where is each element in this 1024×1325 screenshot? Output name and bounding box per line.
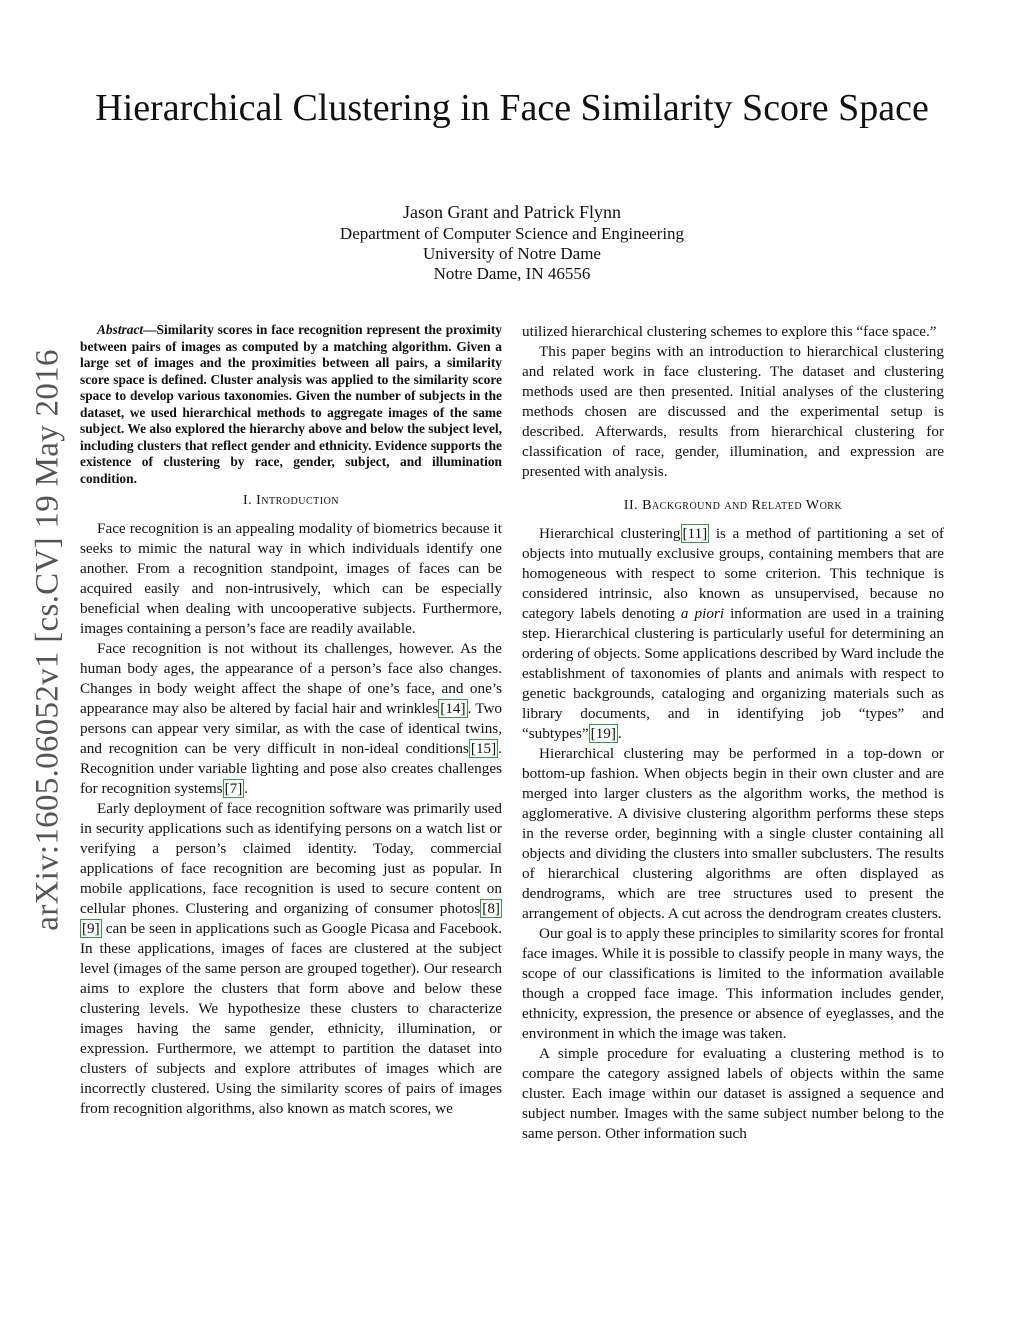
author-department: Department of Computer Science and Engineering (339, 224, 685, 243)
background-paragraph-3: Our goal is to apply these principles to similarity scores for frontal face images. While it is possible to classify people in many ways, the scope of our classifications is limited to the information available though a cropped face image. This information includes gender, ethnicity, expression, the presence or absence of eyeglasses, and the environment in which the image was taken. (522, 925, 944, 1042)
arxiv-watermark: arXiv:1605.06052v1 [cs.CV] 19 May 2016 (29, 349, 66, 931)
intro-paragraph-4: This paper begins with an introduction to hierarchical clustering and related work in face clustering. The dataset and clustering methods used are then presented. Initial analyses of the clustering methods chosen are discussed and the experimental setup is described. Afterwards, results from hierarchical clustering for classification of race, gender, illumination, and expression are presented with analysis. (522, 343, 944, 480)
author-location: Notre Dame, IN 46556 (433, 264, 591, 283)
right-column (522, 322, 944, 1144)
background-paragraph-2: Hierarchical clustering may be performed in a top-down or bottom-up fashion. When objects begin in their own cluster and are merged into larger clusters as the algorithm works, the method is agglomerative. A divisive clustering algorithm performs these steps in the reverse order, beginning with a single cluster containing all objects and dividing the clusters into smaller subclusters. The results of hierarchical clustering algorithms are often displayed as dendrograms, which are tree structures used to present the arrangement of objects. A cut across the dendrogram creates clusters. (522, 745, 944, 922)
text-run: . Two persons can appear very similar, as with the case of identical twins, and recognition can be very difficult in non-ideal conditions (80, 700, 503, 757)
citation-link[interactable]: [19] (590, 725, 616, 742)
italic-term: a piori (680, 605, 725, 622)
background-paragraph-1 (522, 524, 944, 744)
citation-link[interactable]: [15] (470, 740, 497, 757)
text-run: information are used in a training step. Hierarchical clustering is particularly useful for determining an ordering of objects. Some applications described by Ward include the establishment of taxonomies of plants and animals with respect to genetic backgrounds, cataloging and organizing materials such as library documents, and in identifying job “types” and “subtypes” (522, 605, 945, 742)
left-column (80, 322, 502, 1119)
background-paragraph-4: A simple procedure for evaluating a clustering method is to compare the category assigned labels of objects within the same cluster. Each image within our dataset is assigned a sequence and subject number. Images with the same subject number belong to the same person. Other information such (522, 1045, 944, 1142)
paper-title: Hierarchical Clustering in Face Similarity Score Space (95, 87, 929, 129)
text-run: . (244, 780, 249, 797)
text-run: Early deployment of face recognition software was primarily used in security applications such as identifying persons on a watch list or verifying a person’s claimed identity. Today, commercial applications of face recognition are becoming just as popular. In mobile applications, face recognition is used to secure content on cellular phones. Clustering and organizing of consumer photos (80, 800, 502, 917)
intro-paragraph-3 (80, 799, 502, 1119)
text-run: . (617, 725, 622, 742)
section-heading-introduction: I. Introduction (242, 493, 340, 508)
author-names: Jason Grant and Patrick Flynn (403, 202, 621, 222)
abstract-label: Abstract (97, 322, 144, 337)
author-university: University of Notre Dame (423, 244, 601, 263)
citation-link[interactable]: [11] (682, 525, 708, 542)
text-run: Hierarchical clustering (539, 525, 681, 542)
intro-paragraph-continued: utilized hierarchical clustering schemes to explore this “face space.” (522, 323, 937, 340)
citation-link[interactable]: [7] (224, 780, 243, 797)
text-run: Face recognition is not without its challenges, however. As the human body ages, the appearance of a person’s face also changes. Changes in body weight affect the shape of one’s face, and one’s appearance may also be altered by facial hair and wrinkles (80, 640, 502, 717)
intro-paragraph-1: Face recognition is an appealing modality of biometrics because it seeks to mimic the natural way in which individuals identify one another. From a recognition standpoint, images of faces can be acquired easily and non-intrusively, which can be especially beneficial when dealing with uncooperative subjects. Furthermore, images containing a person’s face are readily available. (80, 520, 502, 637)
text-run: can be seen in applications such as Google Picasa and Facebook. In these applications, images of faces are clustered at the subject level (images of the same person are grouped together). Our research aims to explore the clusters that form above and below these clustering levels. We hypothesize these clusters to characterize images having the same gender, ethnicity, illumination, or expression. Furthermore, we attempt to partition the dataset into clusters of subjects and explore attributes of images which are incorrectly clustered. Using the similarity scores of pairs of images from recognition algorithms, also known as match scores, we (80, 920, 502, 1117)
citation-link[interactable]: [14] (440, 700, 466, 717)
citation-link[interactable]: [8] (482, 900, 500, 917)
section-heading-background: II. Background and Related Work (623, 498, 843, 513)
intro-paragraph-2 (80, 639, 502, 799)
citation-link[interactable]: [9] (82, 920, 100, 937)
text-run: is a method of partitioning a set of objects into mutually exclusive groups, containing members that are homogeneous with respect to some criterion. This technique is considered intrinsic, also known as unsupervised, because no category labels denoting (522, 525, 944, 622)
text-run: . Recognition under variable lighting and pose also creates challenges for recognition systems (80, 740, 502, 797)
author-block (200, 202, 824, 284)
abstract-text: —Similarity scores in face recognition represent the proximity between pairs of images as computed by a matching algorithm. Given a large set of images and the proximities between all pairs, a similarity score space is defined. Cluster analysis was applied to the similarity score space to develop various taxonomies. Given the number of subjects in the dataset, we used hierarchical methods to aggregate images of the same subject. We also explored the hierarchy above and below the subject level, including clusters that reflect gender and ethnicity. Evidence supports the existence of clustering by race, gender, subject, and illumination condition. (80, 322, 502, 486)
abstract (80, 322, 502, 487)
